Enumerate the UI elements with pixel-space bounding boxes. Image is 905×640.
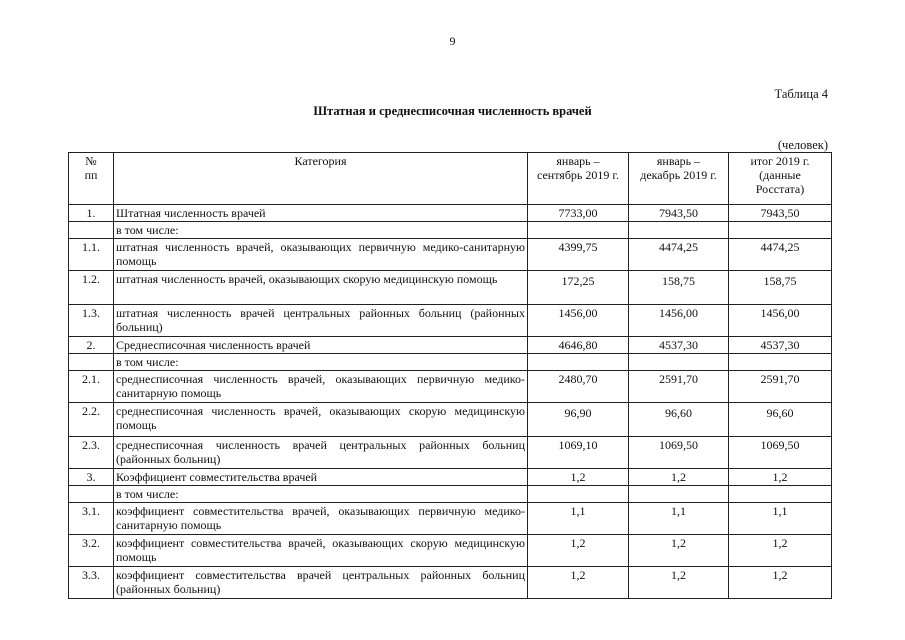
value-jan-dec (629, 486, 729, 503)
value-jan-sep (528, 354, 629, 371)
row-category: коэффициент совместительства врачей, оказывающих первичную медико-санитарную помощь (114, 503, 528, 535)
row-category: среднесписочная численность врачей, оказывающих скорую медицинскую помощь (114, 403, 528, 437)
header-rosstat-line1: итог 2019 г. (750, 154, 810, 168)
table-row (69, 437, 832, 469)
value-jan-dec: 1,2 (629, 567, 729, 599)
value-rosstat (729, 486, 832, 503)
row-category: Коэффициент совместительства врачей (114, 469, 528, 486)
value-jan-sep: 1,1 (528, 503, 629, 535)
value-jan-dec (629, 354, 729, 371)
header-rosstat-line2: (данные (759, 168, 801, 182)
value-rosstat: 158,75 (729, 271, 832, 305)
value-jan-sep: 1069,10 (528, 437, 629, 469)
header-jan-sep-line2: сентябрь 2019 г. (537, 168, 619, 182)
value-jan-sep: 96,90 (528, 403, 629, 437)
value-jan-dec: 1456,00 (629, 305, 729, 337)
table-title: Штатная и среднесписочная численность врачей (313, 104, 592, 118)
row-number: 2. (69, 337, 114, 354)
value-jan-sep (528, 486, 629, 503)
header-jan-sep (528, 153, 629, 205)
row-category: коэффициент совместительства врачей, оказывающих скорую медицинскую помощь (114, 535, 528, 567)
value-jan-sep: 4399,75 (528, 239, 629, 271)
value-rosstat: 7943,50 (729, 205, 832, 222)
row-number: 2.3. (69, 437, 114, 469)
row-number (69, 486, 114, 503)
value-jan-dec: 1,2 (629, 535, 729, 567)
value-jan-dec (629, 222, 729, 239)
table-row (69, 567, 832, 599)
value-jan-sep: 7733,00 (528, 205, 629, 222)
table-row (69, 205, 832, 222)
row-category: в том числе: (114, 222, 528, 239)
row-number: 1.2. (69, 271, 114, 305)
value-rosstat: 2591,70 (729, 371, 832, 403)
value-jan-sep: 1,2 (528, 535, 629, 567)
table-row (69, 535, 832, 567)
value-jan-dec: 2591,70 (629, 371, 729, 403)
value-rosstat: 1,2 (729, 567, 832, 599)
value-rosstat (729, 354, 832, 371)
table-row (69, 222, 832, 239)
table-body (69, 205, 832, 599)
table-row (69, 371, 832, 403)
row-category: в том числе: (114, 486, 528, 503)
value-jan-sep: 1,2 (528, 567, 629, 599)
header-number (69, 153, 114, 205)
header-jan-dec (629, 153, 729, 205)
header-number-line2: пп (84, 168, 98, 182)
row-number: 1.3. (69, 305, 114, 337)
header-rosstat-line3: Росстата) (755, 182, 805, 196)
table-row (69, 271, 832, 305)
row-category: штатная численность врачей, оказывающих первичную медико-санитарную помощь (114, 239, 528, 271)
value-jan-dec: 1,2 (629, 469, 729, 486)
header-category: Категория (114, 153, 528, 205)
header-row (69, 153, 832, 205)
header-rosstat (729, 153, 832, 205)
row-number: 1.1. (69, 239, 114, 271)
table-row (69, 503, 832, 535)
value-rosstat: 1,2 (729, 469, 832, 486)
row-category: Среднесписочная численность врачей (114, 337, 528, 354)
table-row (69, 469, 832, 486)
table-row (69, 239, 832, 271)
value-rosstat (729, 222, 832, 239)
value-jan-dec: 96,60 (629, 403, 729, 437)
value-rosstat: 4537,30 (729, 337, 832, 354)
table-row (69, 305, 832, 337)
row-number: 3.3. (69, 567, 114, 599)
value-jan-sep: 1,2 (528, 469, 629, 486)
header-number-line1: № (85, 154, 97, 168)
row-number: 3.1. (69, 503, 114, 535)
row-category: коэффициент совместительства врачей центральных районных больниц (районных больниц) (114, 567, 528, 599)
header-jan-sep-line1: январь – (556, 154, 600, 168)
row-category: среднесписочная численность врачей, оказывающих первичную медико-санитарную помощь (114, 371, 528, 403)
header-jan-dec-line2: декабрь 2019 г. (640, 168, 717, 182)
value-rosstat: 1069,50 (729, 437, 832, 469)
value-jan-dec: 7943,50 (629, 205, 729, 222)
table-row (69, 403, 832, 437)
row-category: среднесписочная численность врачей центральных районных больниц (районных больниц) (114, 437, 528, 469)
value-rosstat: 1,1 (729, 503, 832, 535)
table-row (69, 337, 832, 354)
value-jan-sep: 2480,70 (528, 371, 629, 403)
value-rosstat: 1456,00 (729, 305, 832, 337)
value-jan-dec: 4537,30 (629, 337, 729, 354)
value-jan-dec: 1,1 (629, 503, 729, 535)
value-jan-sep: 4646,80 (528, 337, 629, 354)
table-header (69, 153, 832, 205)
row-number (69, 354, 114, 371)
value-jan-sep: 1456,00 (528, 305, 629, 337)
table-label: Таблица 4 (774, 87, 828, 101)
value-rosstat: 1,2 (729, 535, 832, 567)
page-number: 9 (449, 34, 456, 48)
header-jan-dec-line1: январь – (656, 154, 701, 168)
row-category: штатная численность врачей центральных районных больниц (районных больниц) (114, 305, 528, 337)
row-number: 2.1. (69, 371, 114, 403)
row-number: 3. (69, 469, 114, 486)
row-category: Штатная численность врачей (114, 205, 528, 222)
doctors-table (68, 152, 832, 599)
value-jan-dec: 4474,25 (629, 239, 729, 271)
row-number: 3.2. (69, 535, 114, 567)
row-category: в том числе: (114, 354, 528, 371)
table-row (69, 486, 832, 503)
units-label: (человек) (777, 138, 828, 152)
value-rosstat: 4474,25 (729, 239, 832, 271)
row-category: штатная численность врачей, оказывающих скорую медицинскую помощь (114, 271, 528, 305)
value-jan-dec: 158,75 (629, 271, 729, 305)
value-rosstat: 96,60 (729, 403, 832, 437)
value-jan-dec: 1069,50 (629, 437, 729, 469)
table-row (69, 354, 832, 371)
value-jan-sep (528, 222, 629, 239)
value-jan-sep: 172,25 (528, 271, 629, 305)
row-number (69, 222, 114, 239)
row-number: 1. (69, 205, 114, 222)
row-number: 2.2. (69, 403, 114, 437)
